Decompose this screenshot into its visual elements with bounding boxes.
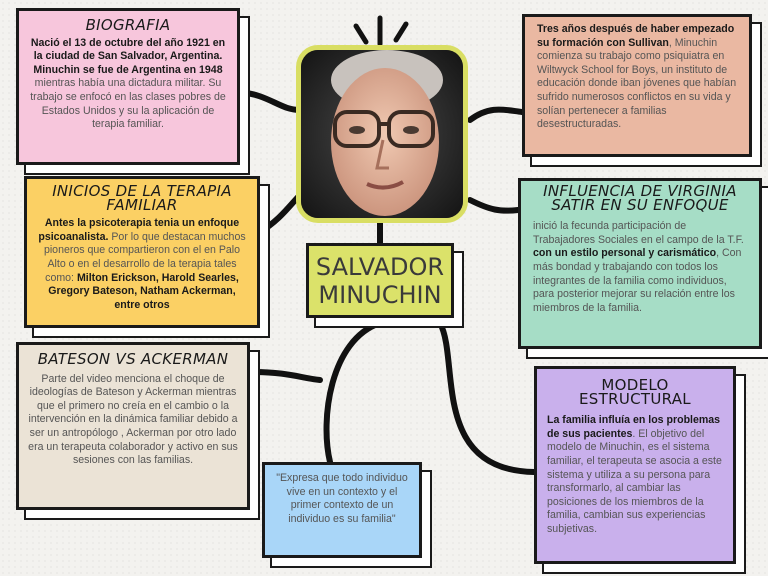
quote-card bbox=[262, 462, 422, 558]
inicios-card bbox=[24, 176, 260, 328]
modelo-text: . El objetivo del modelo de Minuchin, es el sistema familiar, el terapeuta se asocia a este sistema y utiliza a su persona para transformarlo, al cambiar las posiciones de los miembros de la familia, cambian sus experiencias subjetivas. bbox=[547, 427, 722, 535]
virginia-satir-card bbox=[518, 178, 762, 349]
wiltwyck-text: , Minuchin comienza su trabajo como psiquiatra en Wiltwyck School for Boys, un instituto de educación donde iban jóvenes que habían sufrido numerosos conflictos en su vida y solían pertenecer a familias desestructuradas. bbox=[537, 36, 737, 131]
virginia-text: , Con más bondad y trabajando con todos los integrantes de la familia como individuos, para posterior mejorar su relación entre los miembros de la familia. bbox=[533, 247, 742, 314]
wiltwyck-card bbox=[522, 14, 752, 157]
biografia-title: BIOGRAFIA bbox=[85, 16, 171, 34]
biografia-birth: Nació el 13 de octubre del año 1921 en la ciudad de San Salvador, Argentina. bbox=[30, 36, 226, 63]
virginia-text-pre: inició la fecunda participación de Trabajadores Sociales en el campo de la T.F. bbox=[533, 220, 744, 246]
quote-text: "Expresa que todo individuo vive en un contexto y el primer contexto de un individuo es su familia" bbox=[276, 472, 408, 525]
center-title: SALVADOR MINUCHIN bbox=[306, 243, 454, 318]
biografia-left-argentina: Minuchin se fue de Argentina en bbox=[33, 63, 197, 76]
highlight-rays-icon bbox=[340, 4, 430, 48]
inicios-text: Por lo que destacan muchos pioneros que compartieron con el en Palo Alto o en el desarrollo de la terapia tales como: bbox=[43, 230, 246, 284]
inicios-lead: Antes la psicoterapia tenia un enfoque psicoanalista. bbox=[38, 217, 240, 243]
modelo-title: MODELO ESTRUCTURAL bbox=[579, 376, 691, 408]
biografia-year: 1948 bbox=[199, 63, 223, 76]
bateson-card bbox=[16, 342, 250, 510]
inicios-pioneers: Milton Erickson, Harold Searles, Gregory Bateson, Natham Ackerman, entre otros bbox=[48, 271, 239, 311]
modelo-estructural-card bbox=[534, 366, 736, 564]
biografia-card bbox=[16, 8, 240, 165]
bateson-text: Parte del video menciona el choque de ideologías de Bateson y Ackerman mientras que el primero no creía en el cambio o la intervención en la dinámica familiar debido a ser un antropólogo , Ackerman por otro lado era un terapeuta colaborador y activo en sus sesiones con las familias. bbox=[28, 372, 238, 467]
wiltwyck-lead: Tres años después de haber empezado su formación con Sullivan bbox=[537, 23, 735, 49]
biografia-text: mientras había una dictadura militar. Su trabajo se enfocó en las clases pobres de Estados Unidos y su la aplicación de terapia familiar. bbox=[30, 77, 226, 131]
modelo-lead: La familia influía en los problemas de sus pacientes bbox=[547, 414, 721, 440]
portrait-image bbox=[301, 50, 463, 218]
virginia-style: con un estilo personal y carismático bbox=[533, 247, 717, 260]
portrait-photo bbox=[296, 45, 468, 223]
inicios-title: INICIOS DE LA TERAPIA FAMILIAR bbox=[52, 182, 232, 214]
bateson-title: BATESON VS ACKERMAN bbox=[37, 350, 229, 368]
virginia-title: INFLUENCIA DE VIRGINIA SATIR EN SU ENFOQUE bbox=[543, 182, 737, 214]
